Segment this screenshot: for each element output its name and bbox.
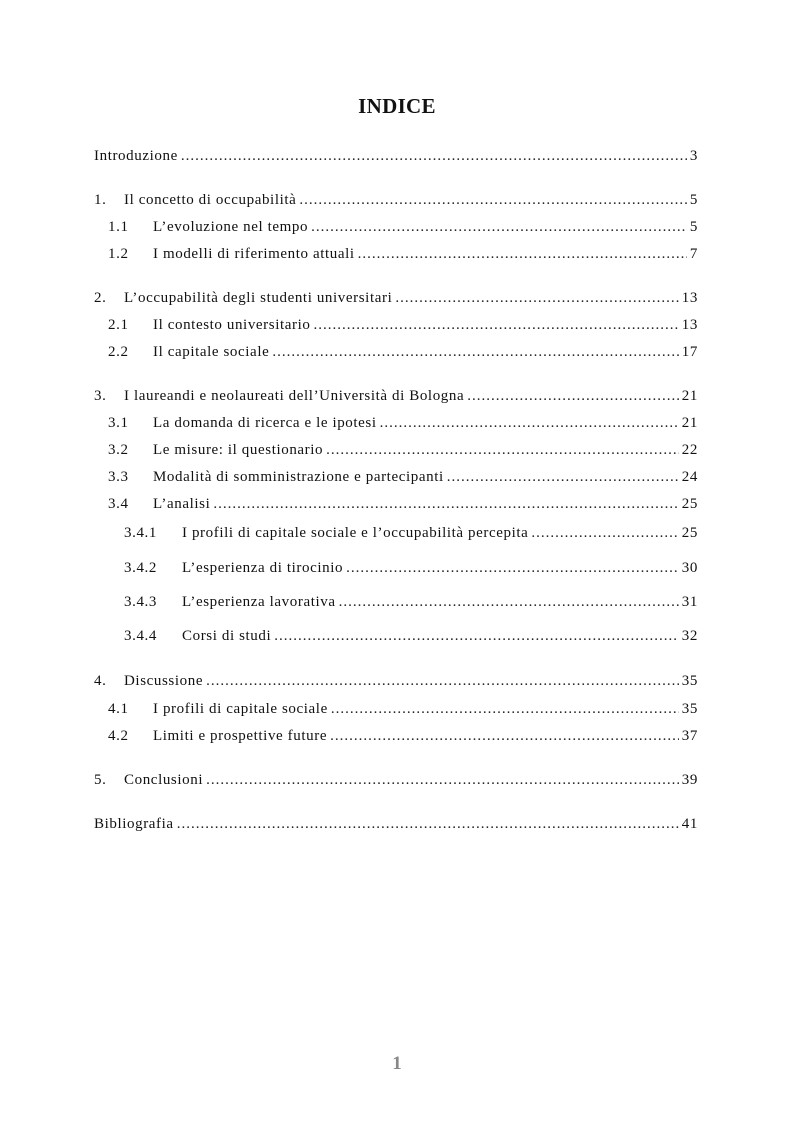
toc-entry-label: Bibliografia xyxy=(94,816,174,832)
toc-entry-number: 3.2 xyxy=(108,442,129,458)
toc-entry-label: I profili di capitale sociale e l’occupabilità percepita xyxy=(182,525,529,541)
toc-entry-page: 7 xyxy=(689,246,698,262)
toc-entry-label: Il capitale sociale xyxy=(153,344,270,360)
toc-entry-number: 5. xyxy=(94,772,107,788)
toc-entry-number: 4. xyxy=(94,673,107,689)
toc-entry-number: 3.3 xyxy=(108,469,129,485)
toc-entry-label: I laureandi e neolaureati dell’Università di Bologna xyxy=(124,388,465,404)
toc-entry-label: La domanda di ricerca e le ipotesi xyxy=(153,415,377,431)
dot-leader xyxy=(346,560,679,577)
toc-entry-page: 31 xyxy=(681,594,698,610)
toc-entry-page: 25 xyxy=(681,525,698,541)
toc-entry-number: 3.4 xyxy=(108,496,129,512)
toc-entry-subsection-3-4-3[interactable] xyxy=(94,594,698,614)
toc-entry-label: Corsi di studi xyxy=(182,628,272,644)
toc-entry-label: Limiti e prospettive future xyxy=(153,728,328,744)
dot-leader xyxy=(177,816,679,833)
toc-entry-chapter-5[interactable] xyxy=(94,772,698,792)
toc-entry-page: 35 xyxy=(681,673,698,689)
dot-leader xyxy=(181,148,687,165)
dot-leader xyxy=(339,594,679,611)
dot-leader xyxy=(311,219,687,236)
dot-leader xyxy=(330,728,679,745)
toc-entry-page: 13 xyxy=(681,317,698,333)
toc-entry-label: L’esperienza di tirocinio xyxy=(182,560,344,576)
toc-entry-number: 1. xyxy=(94,192,107,208)
toc-entry-section-4-2[interactable] xyxy=(94,728,698,748)
toc-entry-number: 1.1 xyxy=(108,219,129,235)
toc-entry-page: 39 xyxy=(681,772,698,788)
toc-entry-number: 3.4.1 xyxy=(124,525,157,541)
dot-leader xyxy=(206,772,679,789)
toc-entry-label: I profili di capitale sociale xyxy=(153,701,328,717)
toc-entry-section-3-1[interactable] xyxy=(94,415,698,435)
toc-entry-number: 1.2 xyxy=(108,246,129,262)
toc-entry-section-1-1[interactable] xyxy=(94,219,698,239)
dot-leader xyxy=(531,525,678,542)
toc-entry-label: Le misure: il questionario xyxy=(153,442,324,458)
toc-entry-label: L’analisi xyxy=(153,496,211,512)
toc-entry-page: 30 xyxy=(681,560,698,576)
toc-entry-label: Conclusioni xyxy=(124,772,204,788)
dot-leader xyxy=(326,442,679,459)
toc-entry-label: Introduzione xyxy=(94,148,178,164)
toc-entry-number: 2. xyxy=(94,290,107,306)
toc-entry-label: Il concetto di occupabilità xyxy=(124,192,297,208)
toc-entry-number: 3.1 xyxy=(108,415,129,431)
dot-leader xyxy=(467,388,679,405)
toc-entry-chapter-1[interactable] xyxy=(94,192,698,212)
dot-leader xyxy=(380,415,679,432)
toc-entry-number: 3. xyxy=(94,388,107,404)
toc-entry-label: L’occupabilità degli studenti universitari xyxy=(124,290,393,306)
toc-entry-section-2-1[interactable] xyxy=(94,317,698,337)
toc-entry-label: Discussione xyxy=(124,673,204,689)
toc-entry-introduzione[interactable] xyxy=(94,148,698,168)
toc-entry-number: 2.1 xyxy=(108,317,129,333)
toc-entry-number: 4.2 xyxy=(108,728,129,744)
toc-entry-section-2-2[interactable] xyxy=(94,344,698,364)
toc-entry-page: 32 xyxy=(681,628,698,644)
toc-entry-page: 21 xyxy=(681,388,698,404)
dot-leader xyxy=(358,246,687,263)
toc-entry-label: Il contesto universitario xyxy=(153,317,311,333)
toc-entry-label: I modelli di riferimento attuali xyxy=(153,246,355,262)
dot-leader xyxy=(313,317,678,334)
toc-entry-label: L’evoluzione nel tempo xyxy=(153,219,309,235)
toc-entry-number: 3.4.4 xyxy=(124,628,157,644)
toc-entry-number: 3.4.3 xyxy=(124,594,157,610)
page-number: 1 xyxy=(392,1053,402,1074)
toc-entry-subsection-3-4-2[interactable] xyxy=(94,560,698,580)
toc-entry-section-3-4[interactable] xyxy=(94,496,698,516)
toc-entry-subsection-3-4-1[interactable] xyxy=(94,525,698,545)
dot-leader xyxy=(213,496,678,513)
toc-entry-page: 3 xyxy=(689,148,698,164)
toc-entry-section-1-2[interactable] xyxy=(94,246,698,266)
toc-entry-section-4-1[interactable] xyxy=(94,701,698,721)
dot-leader xyxy=(447,469,679,486)
toc-entry-page: 17 xyxy=(681,344,698,360)
dot-leader xyxy=(299,192,687,209)
dot-leader xyxy=(272,344,678,361)
toc-entry-number: 4.1 xyxy=(108,701,129,717)
toc-entry-page: 22 xyxy=(681,442,698,458)
toc-entry-section-3-2[interactable] xyxy=(94,442,698,462)
toc-entry-chapter-4[interactable] xyxy=(94,673,698,693)
toc-entry-page: 25 xyxy=(681,496,698,512)
toc-entry-number: 2.2 xyxy=(108,344,129,360)
dot-leader xyxy=(331,701,679,718)
dot-leader xyxy=(395,290,678,307)
toc-entry-page: 5 xyxy=(689,192,698,208)
page-title: INDICE xyxy=(358,94,436,118)
toc-entry-page: 5 xyxy=(689,219,698,235)
toc-entry-bibliografia[interactable] xyxy=(94,816,698,836)
toc-entry-page: 35 xyxy=(681,701,698,717)
toc-entry-page: 24 xyxy=(681,469,698,485)
dot-leader xyxy=(206,673,679,690)
toc-entry-section-3-3[interactable] xyxy=(94,469,698,489)
toc-entry-number: 3.4.2 xyxy=(124,560,157,576)
toc-entry-label: L’esperienza lavorativa xyxy=(182,594,336,610)
toc-entry-page: 41 xyxy=(681,816,698,832)
toc-entry-chapter-2[interactable] xyxy=(94,290,698,310)
toc-entry-subsection-3-4-4[interactable] xyxy=(94,628,698,648)
toc-entry-page: 21 xyxy=(681,415,698,431)
toc-entry-page: 13 xyxy=(681,290,698,306)
toc-entry-label: Modalità di somministrazione e partecipanti xyxy=(153,469,444,485)
toc-entry-page: 37 xyxy=(681,728,698,744)
toc-entry-chapter-3[interactable] xyxy=(94,388,698,408)
dot-leader xyxy=(274,628,679,645)
